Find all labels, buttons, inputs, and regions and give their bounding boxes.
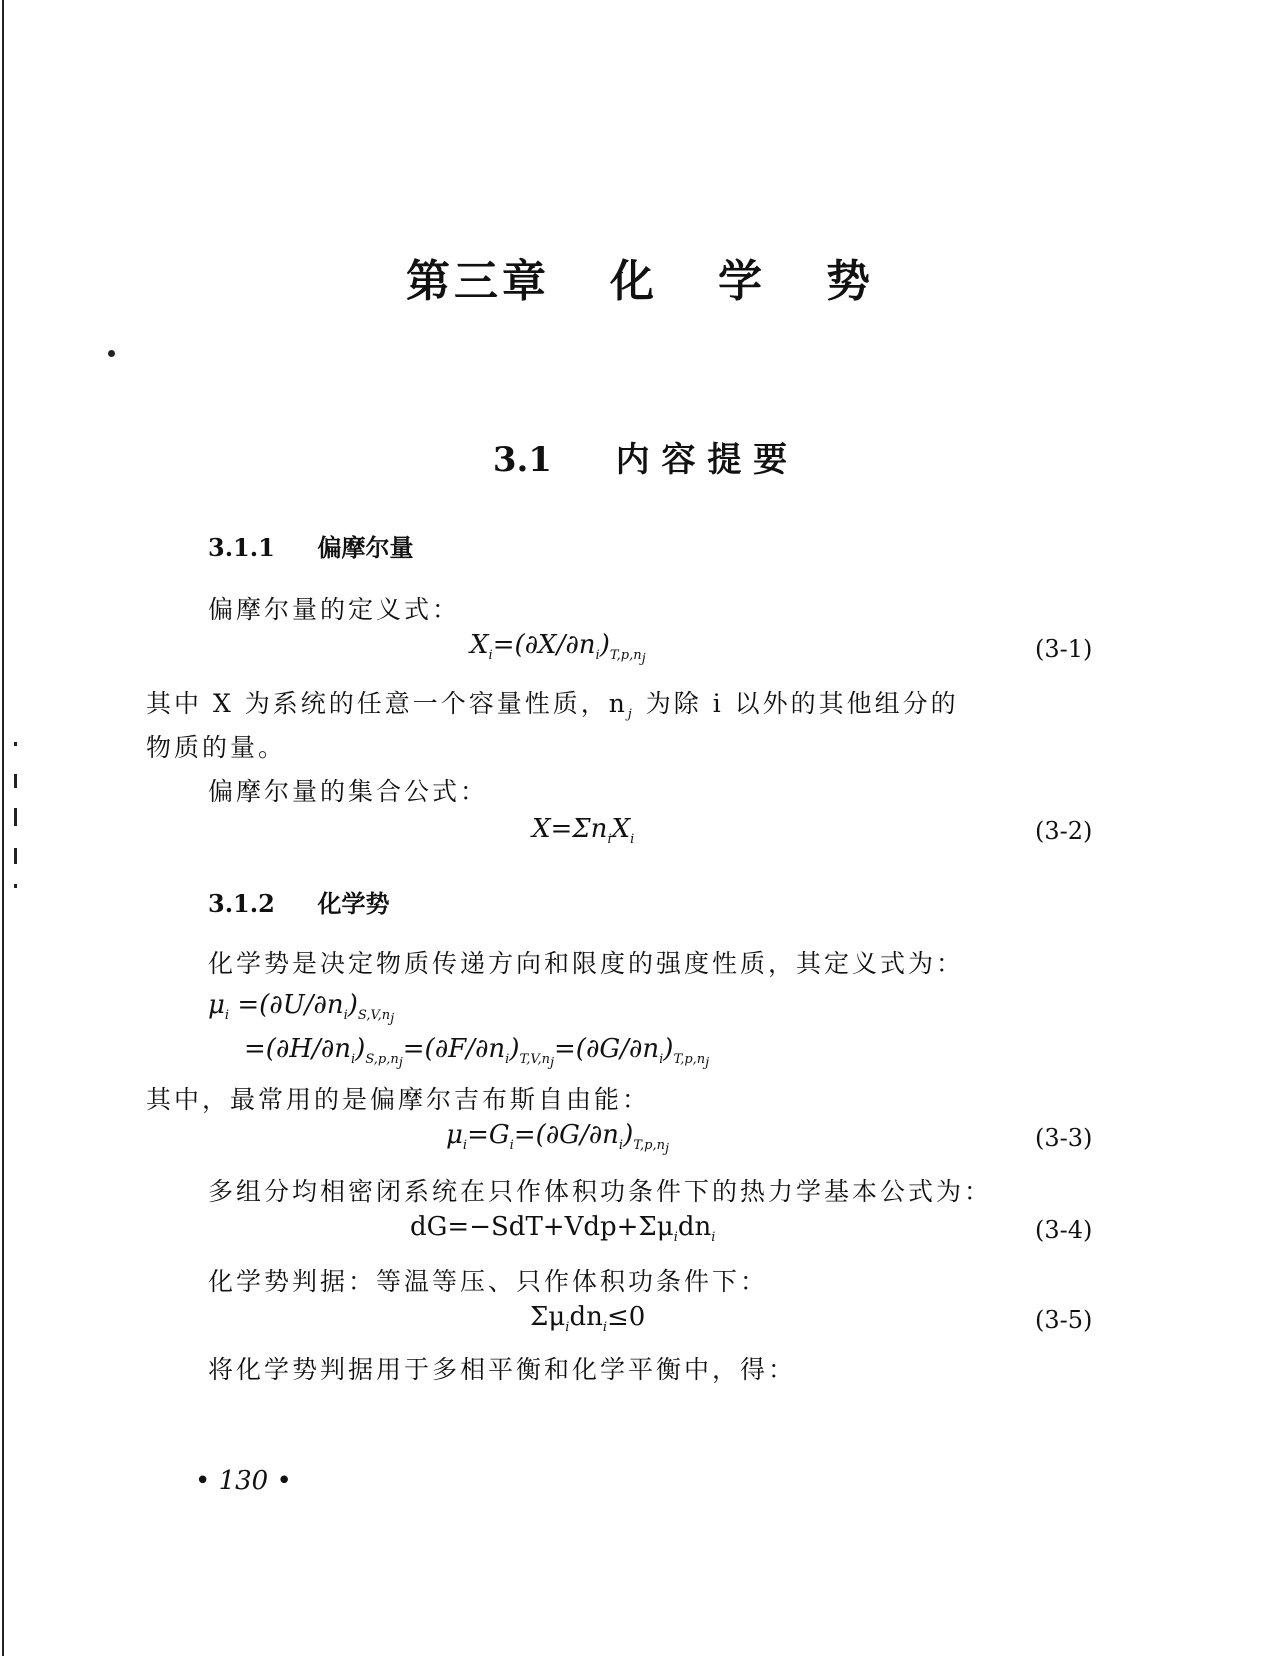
chapter-title xyxy=(0,245,1280,309)
section-title xyxy=(0,432,1280,481)
paragraph-line: 多组分均相密闭系统在只作体积功条件下的热力学基本公式为： xyxy=(208,1177,993,1206)
chapter-title-char-1: 化 xyxy=(610,256,658,307)
print-speck xyxy=(14,742,17,746)
subsection-title: 化学势 xyxy=(317,889,390,918)
equation-3-1: $X_i=(\partial X/\partial n_i)_{T,p,n_j}$ xyxy=(470,630,646,667)
equation-mu-equivalents: $=(\partial H/\partial n_i)_{S,p,n_j}=(\partial F/\partial n_i)_{T,V,n_j}=(\partial G/\partial n_i)_{T,p,n_j}$ xyxy=(244,1034,710,1071)
paragraph-line: 物质的量。 xyxy=(146,733,287,762)
equation-3-5: $\Sigma\mu_idn_i\le 0$ xyxy=(530,1302,646,1336)
equation-number: (3-2) xyxy=(1035,817,1093,845)
print-speck xyxy=(14,808,17,826)
paragraph-line: 其中 X 为系统的任意一个容量性质，$n_j$ 为除 i 以外的其他组分的 xyxy=(146,689,959,722)
page-number: • 130 • xyxy=(195,1466,292,1496)
equation-mu-definition: $\mu_i =(\partial U/\partial n_i)_{S,V,n_j}$ xyxy=(208,990,395,1027)
chapter-title-char-2: 学 xyxy=(718,256,766,307)
equation-number: (3-4) xyxy=(1035,1216,1093,1244)
subsection-number: 3.1.2 xyxy=(208,889,275,918)
chapter-number: 第三章 xyxy=(406,256,550,307)
paragraph-line: 化学势是决定物质传递方向和限度的强度性质，其定义式为： xyxy=(208,949,965,978)
equation-number: (3-3) xyxy=(1035,1124,1093,1152)
print-speck xyxy=(108,350,115,357)
paragraph-line: 其中，最常用的是偏摩尔吉布斯自由能： xyxy=(146,1085,651,1114)
print-speck xyxy=(14,848,17,864)
subsection-heading-1 xyxy=(208,528,414,563)
subsection-number: 3.1.1 xyxy=(208,533,275,562)
section-title-text: 内 容 提 要 xyxy=(615,440,788,480)
chapter-title-char-3: 势 xyxy=(826,256,874,307)
paragraph-line: 偏摩尔量的定义式： xyxy=(208,595,461,624)
equation-3-4: $dG=-SdT+Vdp+\Sigma\mu_idn_i$ xyxy=(410,1212,716,1246)
paragraph-line: 将化学势判据用于多相平衡和化学平衡中，得： xyxy=(208,1355,797,1384)
print-speck xyxy=(14,884,17,888)
equation-3-3: $\mu_i=G_i=(\partial G/\partial n_i)_{T,p,n_j}$ xyxy=(446,1120,669,1157)
equation-number: (3-1) xyxy=(1035,635,1093,663)
paragraph-line: 偏摩尔量的集合公式： xyxy=(208,777,489,806)
subsection-heading-2 xyxy=(208,884,390,919)
subsection-title: 偏摩尔量 xyxy=(317,533,414,562)
print-speck xyxy=(14,774,17,788)
paragraph-line: 化学势判据：等温等压、只作体积功条件下： xyxy=(208,1267,769,1296)
equation-3-2: $X=\Sigma n_iX_i$ xyxy=(532,814,635,848)
equation-number: (3-5) xyxy=(1035,1306,1093,1334)
section-number: 3.1 xyxy=(492,440,552,480)
